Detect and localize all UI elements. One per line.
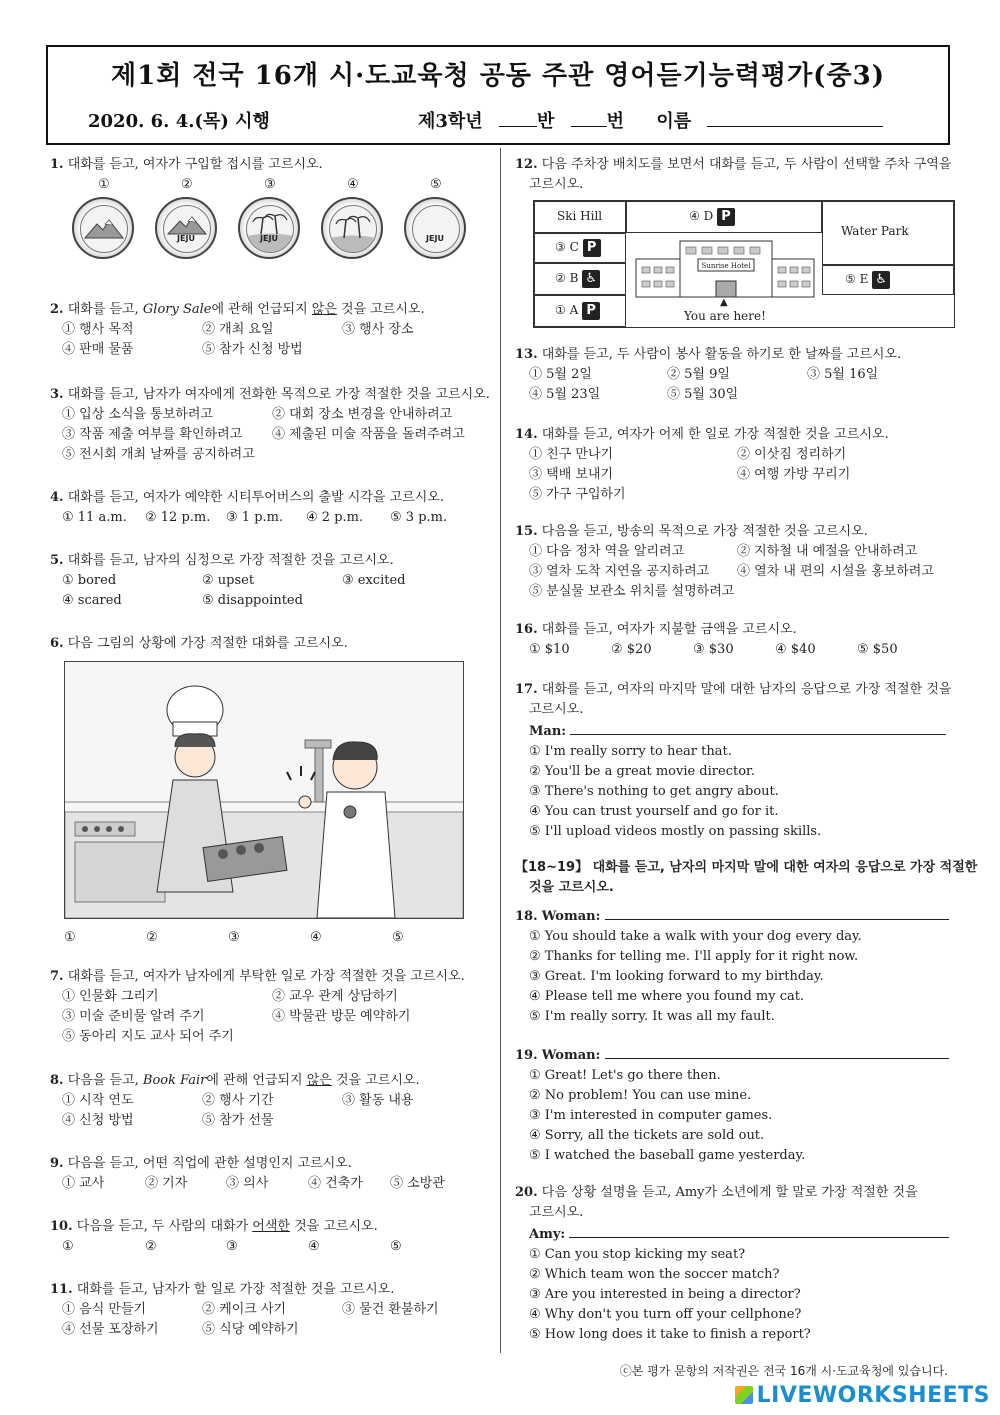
- q5-text: 대화를 듣고, 남자의 심정으로 가장 적절한 것을 고르시오.: [67, 553, 394, 568]
- q6-choice-1[interactable]: ①: [64, 930, 76, 945]
- parking-e[interactable]: [822, 265, 954, 295]
- question-10: [50, 1217, 490, 1257]
- q15-option-5[interactable]: ⑤ 분실물 보관소 위치를 설명하려고: [529, 584, 735, 599]
- question-18: [515, 905, 955, 1027]
- q16-option-4[interactable]: ④ $40: [775, 642, 816, 657]
- question-4: [50, 488, 490, 528]
- q20-number: 20.: [515, 1185, 538, 1200]
- q6-choice-4[interactable]: ④: [310, 930, 322, 945]
- plate-palm-jeju-image: [238, 197, 300, 259]
- ski-hill-area: [534, 201, 626, 233]
- plate-plain-jeju-image: [404, 197, 466, 259]
- q3-option-3[interactable]: ③ 작품 제출 여부를 확인하려고: [62, 427, 243, 442]
- question-16: [515, 620, 955, 660]
- q14-option-1[interactable]: ① 친구 만나기: [529, 447, 614, 462]
- q17-option-5[interactable]: ⑤ I'll upload videos mostly on passing skills.: [529, 824, 822, 839]
- q7-option-1[interactable]: ① 인물화 그리기: [62, 989, 159, 1004]
- q9-number: 9.: [50, 1156, 64, 1171]
- parking-d-icon: P: [717, 208, 735, 226]
- question-3: [50, 385, 490, 465]
- q6-number: 6.: [50, 636, 64, 651]
- q17-answer-line[interactable]: [570, 720, 946, 735]
- plate-palm-image: [321, 197, 383, 259]
- q20-option-3[interactable]: ③ Are you interested in being a director?: [529, 1287, 801, 1302]
- parking-a-icon: P: [582, 302, 600, 320]
- q10-choice-5[interactable]: ⑤: [390, 1239, 402, 1254]
- accessible-parking-b-icon: ♿: [582, 270, 600, 288]
- parking-d[interactable]: [626, 201, 822, 233]
- question-2: [50, 300, 490, 360]
- q8-option-3[interactable]: ③ 활동 내용: [342, 1093, 414, 1108]
- q18-19-instructions-line1: 【18~19】 대화를 듣고, 남자의 마지막 말에 대한 여자의 응답으로 가장 적절한: [515, 860, 978, 875]
- q11-option-4[interactable]: ④ 선물 포장하기: [62, 1322, 159, 1337]
- q19-option-4[interactable]: ④ Sorry, all the tickets are sold out.: [529, 1128, 765, 1143]
- q18-number: 18.: [515, 909, 538, 924]
- q20-text-line2: 고르시오.: [529, 1205, 584, 1220]
- q13-option-4[interactable]: ④ 5월 23일: [529, 387, 601, 402]
- question-13: [515, 345, 955, 405]
- q12-text-line2: 고르시오.: [529, 177, 584, 192]
- q11-option-2[interactable]: ② 케이크 사기: [202, 1302, 287, 1317]
- q16-option-2[interactable]: ② $20: [611, 642, 652, 657]
- q3-option-5[interactable]: ⑤ 전시회 개최 날짜를 공지하려고: [62, 447, 255, 462]
- question-7: [50, 967, 490, 1047]
- q1-choice-5[interactable]: ⑤: [430, 177, 442, 192]
- student-info: [418, 107, 883, 133]
- q19-option-1[interactable]: ① Great! Let's go there then.: [529, 1068, 721, 1083]
- q11-text: 대화를 듣고, 남자가 할 일로 가장 적절한 것을 고르시오.: [76, 1282, 395, 1297]
- question-11: [50, 1280, 490, 1340]
- q18-option-3[interactable]: ③ Great. I'm looking forward to my birthday.: [529, 969, 824, 984]
- question-6: [50, 634, 490, 654]
- q9-option-5[interactable]: ⑤ 소방관: [390, 1176, 445, 1191]
- q8-underlined: 않은: [306, 1073, 332, 1088]
- parking-b[interactable]: [534, 263, 626, 295]
- brand-label: LIVEWORKSHEETS: [756, 1383, 990, 1408]
- number-label: 번: [606, 111, 625, 132]
- q16-option-5[interactable]: ⑤ $50: [857, 642, 898, 657]
- plate-5-label: JEJU: [426, 234, 444, 243]
- q7-option-2[interactable]: ② 교우 관계 상담하기: [272, 989, 398, 1004]
- q10-choice-4[interactable]: ④: [308, 1239, 320, 1254]
- parking-a[interactable]: [534, 295, 626, 327]
- q3-text: 대화를 듣고, 남자가 여자에게 전화한 목적으로 가장 적절한 것을 고르시오.: [67, 387, 490, 402]
- hotel-building-image: [634, 237, 816, 301]
- q8-option-1[interactable]: ① 시작 연도: [62, 1093, 134, 1108]
- water-park-area: [822, 201, 954, 265]
- q8-option-2[interactable]: ② 행사 기간: [202, 1093, 274, 1108]
- parking-c-icon: P: [583, 239, 601, 257]
- q7-option-3[interactable]: ③ 미술 준비물 알려 주기: [62, 1009, 205, 1024]
- column-divider: [500, 148, 501, 1353]
- q5-option-1[interactable]: ① bored: [62, 573, 117, 588]
- q1-choice-2[interactable]: ②: [181, 177, 193, 192]
- q18-answer-line[interactable]: [605, 905, 949, 920]
- q19-option-2[interactable]: ② No problem! You can use mine.: [529, 1088, 752, 1103]
- question-19: [515, 1044, 955, 1166]
- question-8: [50, 1071, 490, 1131]
- exam-title: 제1회 전국 16개 시·도교육청 공동 주관 영어듣기능력평가(중3): [111, 61, 885, 91]
- q17-option-3[interactable]: ③ There's nothing to get angry about.: [529, 784, 779, 799]
- q11-option-1[interactable]: ① 음식 만들기: [62, 1302, 147, 1317]
- q13-option-2[interactable]: ② 5월 9일: [667, 367, 730, 382]
- parking-map: [533, 200, 955, 328]
- q4-option-4[interactable]: ④ 2 p.m.: [306, 510, 364, 525]
- liveworksheets-brand[interactable]: [735, 1383, 990, 1408]
- q5-option-4[interactable]: ④ scared: [62, 593, 122, 608]
- ski-hill-label: Ski Hill: [557, 209, 603, 223]
- q12-number: 12.: [515, 157, 538, 172]
- question-5: [50, 551, 490, 611]
- q4-option-5[interactable]: ⑤ 3 p.m.: [390, 510, 448, 525]
- q14-option-2[interactable]: ② 이삿짐 정리하기: [737, 447, 847, 462]
- q15-option-1[interactable]: ① 다음 정차 역을 알리려고: [529, 544, 685, 559]
- q1-choice-1[interactable]: ①: [98, 177, 110, 192]
- q13-text: 대화를 듣고, 두 사람이 봉사 활동을 하기로 한 날짜를 고르시오.: [541, 347, 902, 362]
- q2-option-1[interactable]: ① 행사 목적: [62, 322, 134, 337]
- q4-option-3[interactable]: ③ 1 p.m.: [226, 510, 284, 525]
- q1-plates: [50, 197, 490, 267]
- q17-option-2[interactable]: ② You'll be a great movie director.: [529, 764, 755, 779]
- q20-option-5[interactable]: ⑤ How long does it take to finish a report?: [529, 1327, 811, 1342]
- q1-text: 대화를 듣고, 여자가 구입할 접시를 고르시오.: [67, 157, 323, 172]
- q8-number: 8.: [50, 1073, 64, 1088]
- class-label: 반: [536, 111, 555, 132]
- q15-option-3[interactable]: ③ 열차 도착 지연을 공지하려고: [529, 564, 710, 579]
- q3-option-2[interactable]: ② 대회 장소 변경을 안내하려고: [272, 407, 453, 422]
- q18-option-4[interactable]: ④ Please tell me where you found my cat.: [529, 989, 805, 1004]
- q9-option-3[interactable]: ③ 의사: [226, 1176, 269, 1191]
- q4-number: 4.: [50, 490, 64, 505]
- q8-text-mid: 에 관해 언급되지: [206, 1073, 307, 1088]
- parking-d-label: ④ D: [689, 209, 714, 223]
- q19-option-3[interactable]: ③ I'm interested in computer games.: [529, 1108, 773, 1123]
- q3-option-4[interactable]: ④ 제출된 미술 작품을 돌려주려고: [272, 427, 465, 442]
- accessible-parking-e-icon: ♿: [872, 271, 890, 289]
- q20-answer-line[interactable]: [569, 1223, 949, 1238]
- question-15: [515, 522, 955, 602]
- q8-option-5[interactable]: ⑤ 참가 선물: [202, 1113, 274, 1128]
- q10-choice-1[interactable]: ①: [62, 1239, 74, 1254]
- q19-number: 19.: [515, 1048, 538, 1063]
- q18-19-instructions: [515, 858, 978, 898]
- q15-number: 15.: [515, 524, 538, 539]
- q1-choice-4[interactable]: ④: [347, 177, 359, 192]
- you-are-here-label: You are here!: [684, 309, 766, 323]
- q20-option-2[interactable]: ② Which team won the soccer match?: [529, 1267, 780, 1282]
- q18-option-2[interactable]: ② Thanks for telling me. I'll apply for it right now.: [529, 949, 859, 964]
- q2-event-name: Glory Sale: [142, 302, 212, 317]
- number-blank[interactable]: [571, 110, 607, 127]
- q2-option-5[interactable]: ⑤ 참가 신청 방법: [202, 342, 303, 357]
- parking-c-label: ③ C: [555, 240, 579, 254]
- q6-choice-5[interactable]: ⑤: [392, 930, 404, 945]
- q15-text: 다음을 듣고, 방송의 목적으로 가장 적절한 것을 고르시오.: [541, 524, 868, 539]
- q18-option-1[interactable]: ① You should take a walk with your dog every day.: [529, 929, 862, 944]
- q2-option-2[interactable]: ② 개최 요일: [202, 322, 274, 337]
- q20-option-4[interactable]: ④ Why don't you turn off your cellphone?: [529, 1307, 802, 1322]
- question-20: [515, 1183, 955, 1345]
- q10-choice-2[interactable]: ②: [145, 1239, 157, 1254]
- q15-option-4[interactable]: ④ 열차 내 편의 시설을 홍보하려고: [737, 564, 934, 579]
- q2-text-mid: 에 관해 언급되지: [211, 302, 312, 317]
- q11-number: 11.: [50, 1282, 73, 1297]
- q10-underlined: 어색한: [252, 1219, 290, 1234]
- q7-text: 대화를 듣고, 여자가 남자에게 부탁한 일로 가장 적절한 것을 고르시오.: [67, 969, 465, 984]
- q18-speaker-label: Woman:: [541, 909, 601, 924]
- plate-mountain-image: [72, 197, 134, 259]
- q3-option-1[interactable]: ① 입상 소식을 통보하려고: [62, 407, 213, 422]
- q1-number: 1.: [50, 157, 64, 172]
- q4-text: 대화를 듣고, 여자가 예약한 시티투어버스의 출발 시각을 고르시오.: [67, 490, 444, 505]
- header-box: [46, 45, 950, 145]
- q2-number: 2.: [50, 302, 64, 317]
- q17-text-line1: 대화를 듣고, 여자의 마지막 말에 대한 남자의 응답으로 가장 적절한 것을: [541, 682, 952, 697]
- q2-text-post: 것을 고르시오.: [336, 302, 425, 317]
- q14-text: 대화를 듣고, 여자가 어제 한 일로 가장 적절한 것을 고르시오.: [541, 427, 889, 442]
- q7-number: 7.: [50, 969, 64, 984]
- q8-text-pre: 다음을 듣고,: [67, 1073, 143, 1088]
- copyright-notice: ⓒ본 평가 문항의 저작권은 전국 16개 시·도교육청에 있습니다.: [619, 1364, 948, 1378]
- q18-option-5[interactable]: ⑤ I'm really sorry. It was all my fault.: [529, 1009, 775, 1024]
- q4-option-1[interactable]: ① 11 a.m.: [62, 510, 127, 525]
- q11-option-5[interactable]: ⑤ 식당 예약하기: [202, 1322, 299, 1337]
- q20-option-1[interactable]: ① Can you stop kicking my seat?: [529, 1247, 746, 1262]
- q11-option-3[interactable]: ③ 물건 환불하기: [342, 1302, 439, 1317]
- q9-text: 다음을 듣고, 어떤 직업에 관한 설명인지 고르시오.: [67, 1156, 352, 1171]
- q6-choice-3[interactable]: ③: [228, 930, 240, 945]
- q5-option-3[interactable]: ③ excited: [342, 573, 406, 588]
- plate-mountain-jeju-image: [155, 197, 217, 259]
- plate-2-label: JEJU: [177, 234, 195, 243]
- q13-option-5[interactable]: ⑤ 5월 30일: [667, 387, 739, 402]
- q15-option-2[interactable]: ② 지하철 내 예절을 안내하려고: [737, 544, 918, 559]
- q10-choice-3[interactable]: ③: [226, 1239, 238, 1254]
- q14-option-5[interactable]: ⑤ 가구 구입하기: [529, 487, 626, 502]
- q8-event-name: Book Fair: [142, 1073, 207, 1088]
- liveworksheets-logo-icon: [735, 1386, 753, 1404]
- q18-19-instructions-line2: 것을 고르시오.: [529, 880, 614, 895]
- q19-answer-line[interactable]: [605, 1044, 949, 1059]
- name-label: 이름: [656, 111, 692, 132]
- q5-option-5[interactable]: ⑤ disappointed: [202, 593, 303, 608]
- question-1: [50, 155, 490, 267]
- q7-option-5[interactable]: ⑤ 동아리 지도 교사 되어 주기: [62, 1029, 234, 1044]
- q16-number: 16.: [515, 622, 538, 637]
- q19-speaker-label: Woman:: [541, 1048, 601, 1063]
- q1-choice-numbers: [50, 175, 490, 195]
- q14-number: 14.: [515, 427, 538, 442]
- q10-text-post: 것을 고르시오.: [289, 1219, 378, 1234]
- parking-c[interactable]: [534, 233, 626, 263]
- q10-text-pre: 다음을 듣고, 두 사람의 대화가: [76, 1219, 253, 1234]
- q19-option-5[interactable]: ⑤ I watched the baseball game yesterday.: [529, 1148, 806, 1163]
- q20-speaker-label: Amy:: [529, 1227, 566, 1242]
- q14-option-4[interactable]: ④ 여행 가방 꾸리기: [737, 467, 851, 482]
- q6-choice-2[interactable]: ②: [146, 930, 158, 945]
- q17-option-1[interactable]: ① I'm really sorry to hear that.: [529, 744, 732, 759]
- q16-text: 대화를 듣고, 여자가 지불할 금액을 고르시오.: [541, 622, 797, 637]
- q17-text-line2: 고르시오.: [529, 702, 584, 717]
- location-marker-icon: ▲: [720, 297, 728, 308]
- q8-option-4[interactable]: ④ 신청 방법: [62, 1113, 134, 1128]
- question-14: [515, 425, 955, 505]
- parking-a-label: ① A: [555, 303, 579, 317]
- q12-text-line1: 다음 주차장 배치도를 보면서 대화를 듣고, 두 사람이 선택할 주차 구역을: [541, 157, 952, 172]
- exam-date: 2020. 6. 4.(목) 시행: [88, 111, 270, 132]
- q17-number: 17.: [515, 682, 538, 697]
- q17-option-4[interactable]: ④ You can trust yourself and go for it.: [529, 804, 779, 819]
- question-9: [50, 1154, 490, 1194]
- plate-3-label: JEJU: [260, 234, 278, 243]
- q8-text-post: 것을 고르시오.: [331, 1073, 420, 1088]
- name-blank[interactable]: [707, 110, 883, 127]
- q1-choice-3[interactable]: ③: [264, 177, 276, 192]
- q14-option-3[interactable]: ③ 택배 보내기: [529, 467, 614, 482]
- class-blank[interactable]: [499, 110, 537, 127]
- q2-underlined: 않은: [311, 302, 337, 317]
- q5-option-2[interactable]: ② upset: [202, 573, 255, 588]
- q5-number: 5.: [50, 553, 64, 568]
- parking-e-label: ⑤ E: [845, 272, 869, 286]
- q4-option-2[interactable]: ② 12 p.m.: [145, 510, 211, 525]
- q13-option-1[interactable]: ① 5월 2일: [529, 367, 592, 382]
- grade-label: 제3학년: [418, 111, 483, 132]
- q2-text-pre: 대화를 듣고,: [67, 302, 143, 317]
- parking-b-label: ② B: [555, 271, 579, 285]
- q2-option-3[interactable]: ③ 행사 장소: [342, 322, 414, 337]
- q13-option-3[interactable]: ③ 5월 16일: [807, 367, 879, 382]
- q6-text: 다음 그림의 상황에 가장 적절한 대화를 고르시오.: [67, 636, 348, 651]
- kitchen-scene-image: [64, 661, 464, 919]
- q16-option-1[interactable]: ① $10: [529, 642, 570, 657]
- q10-number: 10.: [50, 1219, 73, 1234]
- question-17: [515, 680, 955, 842]
- q9-option-1[interactable]: ① 교사: [62, 1176, 105, 1191]
- q9-option-2[interactable]: ② 기자: [145, 1176, 188, 1191]
- q16-option-3[interactable]: ③ $30: [693, 642, 734, 657]
- q2-option-4[interactable]: ④ 판매 물품: [62, 342, 134, 357]
- q7-option-4[interactable]: ④ 박물관 방문 예약하기: [272, 1009, 411, 1024]
- question-12: [515, 155, 955, 195]
- water-park-label: Water Park: [841, 224, 909, 238]
- q13-number: 13.: [515, 347, 538, 362]
- hotel-sign-label: Sunrise Hotel: [701, 262, 751, 270]
- q17-speaker-label: Man:: [529, 724, 567, 739]
- q6-choices: [50, 928, 490, 948]
- q20-text-line1: 다음 상황 설명을 듣고, Amy가 소년에게 할 말로 가장 적절한 것을: [541, 1185, 918, 1200]
- q3-number: 3.: [50, 387, 64, 402]
- q9-option-4[interactable]: ④ 건축가: [308, 1176, 363, 1191]
